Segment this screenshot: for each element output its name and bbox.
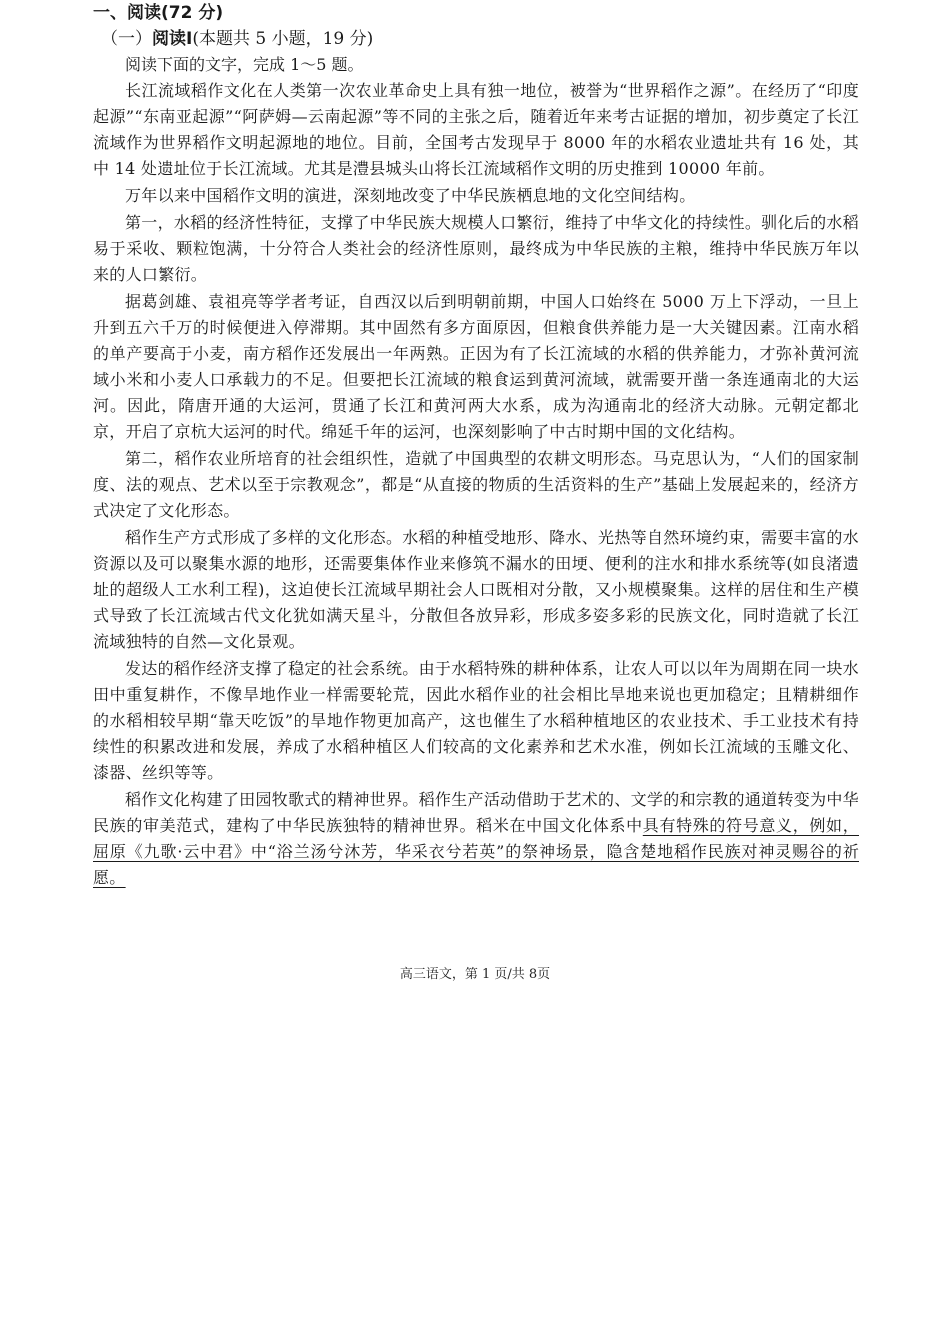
paragraph-4: 据葛剑雄、袁祖亮等学者考证，自西汉以后到明朝前期，中国人口始终在 5000 万上下浮动，一旦上升到五六千万的时候便进入停滞期。其中固然有多方面原因，但粮食供养能力是一大关键因素。江南水稻的单产要高于小麦，南方稻作还发展出一年两熟。正因为有了长江流域的水稻的供养能力，才弥补黄河流域小米和小麦人口承载力的不足。但要把长江流域的粮食运到黄河流域，就需要开凿一条连通南北的大运河。因此，隋唐开通的大运河，贯通了长江和黄河两大水系，成为沟通南北的经济大动脉。元朝定都北京，开启了京杭大运河的时代。绵延千年的运河，也深刻影响了中古时期中国的文化结构。 bbox=[93, 292, 859, 441]
paragraph-7: 发达的稻作经济支撑了稳定的社会系统。由于水稻特殊的耕种体系，让农人可以以年为周期在同一块水田中重复耕作，不像旱地作业一样需要轮荒，因此水稻作业的社会相比旱地来说也更加稳定；且精耕细作的水稻相较早期“靠天吃饭”的旱地作物更加高产，这也催生了水稻种植地区的农业技术、手工业技术有持续性的积累改进和发展，养成了水稻种植区人们较高的文化素养和艺术水准，例如长江流域的玉雕文化、漆器、丝织等等。 bbox=[93, 659, 859, 782]
paragraph-3: 第一，水稻的经济性特征，支撑了中华民族大规模人口繁衍，维持了中华文化的持续性。驯化后的水稻易于采收、颗粒饱满，十分符合人类社会的经济性原则，最终成为中华民族的主粮，维持中华民族万年以来的人口繁衍。 bbox=[93, 213, 859, 284]
exam-page bbox=[93, 0, 859, 891]
paragraph-8-plain: 稻作文化构建了田园牧歌式的精神世界。稻作生产活动借助于艺术的、文学的和宗教的通道转变为中华民族的审美范式，建构了中华民族独特的精神世界。稻米在中国文化体系中 bbox=[93, 790, 859, 835]
subsection-heading bbox=[93, 26, 859, 52]
subsection-name: 阅读Ⅰ bbox=[152, 29, 193, 49]
paragraph-2: 万年以来中国稻作文明的演进，深刻地改变了中华民族栖息地的文化空间结构。 bbox=[125, 186, 696, 205]
paragraph-8-underlined: 具有特殊的符号意义，例如，屈原《九歌·云中君》中“浴兰汤兮沐芳，华采衣兮若英”的祭神场景，隐含楚地稻作民族对神灵赐谷的祈愿。 bbox=[93, 816, 859, 887]
paragraph-1: 长江流域稻作文化在人类第一次农业革命史上具有独一地位，被誉为“世界稻作之源”。在经历了“印度起源”“东南亚起源”“阿萨姆—云南起源”等不同的主张之后，随着近年来考古证据的增加，初步奠定了长江流域作为世界稻作文明起源地的地位。目前，全国考古发现早于 8000 年的水稻农业遗址共有 16 处，其中 14 处遗址位于长江流域。尤其是澧县城头山将长江流域稻作文明的历史推到 10000 年前。 bbox=[93, 81, 859, 178]
page-footer: 高三语文，第 1 页/共 8页 bbox=[399, 967, 551, 982]
paragraph-6: 稻作生产方式形成了多样的文化形态。水稻的种植受地形、降水、光热等自然环境约束，需要丰富的水资源以及可以聚集水源的地形，还需要集体作业来修筑不漏水的田埂、便利的注水和排水系统等(如良渚遗址的超级人工水利工程)，这迫使长江流域早期社会人口既相对分散，又小规模聚集。这样的居住和生产模式导致了长江流域古代文化犹如满天星斗，分散但各放异彩，形成多姿多彩的民族文化，同时造就了长江流域独特的自然—文化景观。 bbox=[93, 528, 859, 651]
instruction: 阅读下面的文字，完成 1～5 题。 bbox=[125, 55, 364, 74]
subsection-note: (本题共 5 小题，19 分) bbox=[192, 29, 374, 49]
paragraph-8 bbox=[93, 787, 859, 891]
subsection-number: （一） bbox=[101, 29, 152, 49]
paragraph-5: 第二，稻作农业所培育的社会组织性，造就了中国典型的农耕文明形态。马克思认为，“人们的国家制度、法的观点、艺术以至于宗教观念”，都是“从直接的物质的生活资料的生产”基础上发展起来的，经济方式决定了文化形态。 bbox=[93, 449, 859, 520]
section-title: 一、阅读(72 分) bbox=[93, 3, 224, 23]
